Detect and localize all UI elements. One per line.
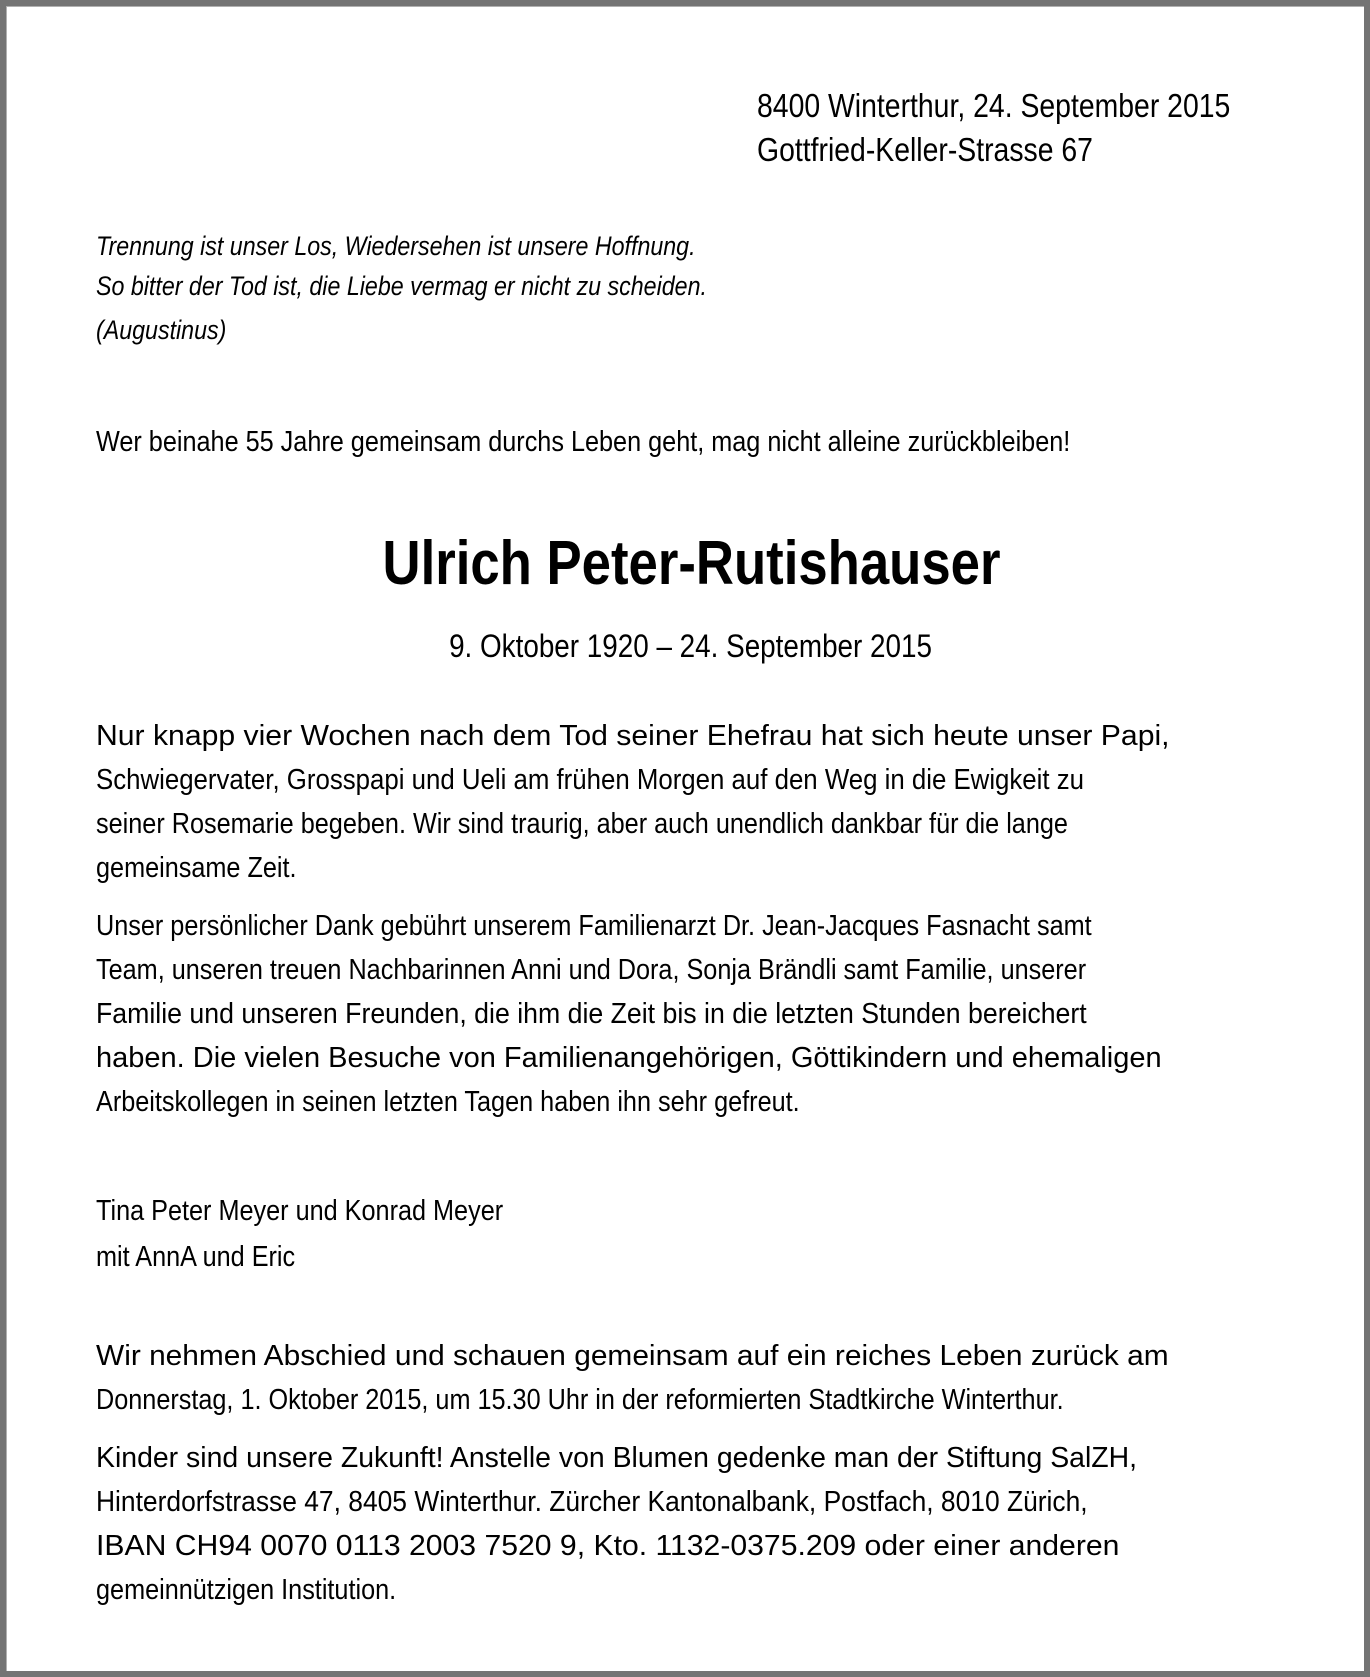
quote-block (96, 226, 1286, 350)
paragraph-line: gemeinsame Zeit. (96, 852, 297, 884)
quote-author: (Augustinus) (96, 315, 227, 345)
intro-line (96, 422, 1286, 462)
paragraph-line: gemeinnützigen Institution. (96, 1574, 397, 1606)
paragraph-line: IBAN CH94 0070 0113 2003 7520 9, Kto. 1132-0375.209 oder einer anderen (96, 1530, 1120, 1562)
quote-line-1: Trennung ist unser Los, Wiedersehen ist unsere Hoffnung. (96, 231, 696, 261)
paragraph-line: Donnerstag, 1. Oktober 2015, um 15.30 Uhr in der reformierten Stadtkirche Winterthur. (96, 1384, 1064, 1416)
paragraph-service (96, 1334, 1286, 1422)
paragraph-line: seiner Rosemarie begeben. Wir sind traurig, aber auch unendlich dankbar für die lange (96, 808, 1068, 840)
paragraph-line: Nur knapp vier Wochen nach dem Tod seiner Ehefrau hat sich heute unser Papi, (96, 720, 1170, 752)
paragraph-line: Kinder sind unsere Zukunft! Anstelle von Blumen gedenke man der Stiftung SalZH, (96, 1442, 1138, 1474)
paragraph-line: Schwiegervater, Grosspapi und Ueli am frühen Morgen auf den Weg in die Ewigkeit zu (96, 764, 1085, 796)
paragraph-line: Familie und unseren Freunden, die ihm die Zeit bis in die letzten Stunden bereichert (96, 998, 1087, 1030)
paragraph-line: Team, unseren treuen Nachbarinnen Anni und Dora, Sonja Brändli samt Familie, unserer (96, 954, 1087, 986)
paragraph-donation (96, 1436, 1286, 1612)
intro-text: Wer beinahe 55 Jahre gemeinsam durchs Leben geht, mag nicht alleine zurückbleiben! (96, 426, 1071, 458)
paragraph-line: haben. Die vielen Besuche von Familienangehörigen, Göttikindern und ehemaligen (96, 1042, 1162, 1074)
paragraph-line: Unser persönlicher Dank gebührt unserem Familienarzt Dr. Jean-Jacques Fasnacht samt (96, 910, 1092, 942)
quote-line-2: So bitter der Tod ist, die Liebe vermag er nicht zu scheiden. (96, 271, 707, 301)
paragraph-announcement (96, 714, 1286, 890)
deceased-name: Ulrich Peter-Rutishauser (382, 529, 1000, 598)
paragraph-line: Hinterdorfstrasse 47, 8405 Winterthur. Zürcher Kantonalbank, Postfach, 8010 Zürich, (96, 1486, 1088, 1518)
life-dates: 9. Oktober 1920 – 24. September 2015 (449, 628, 933, 664)
signer-line-1: Tina Peter Meyer und Konrad Meyer (96, 1195, 504, 1227)
address: Gottfried-Keller-Strasse 67 (757, 131, 1093, 168)
signers-block (96, 1188, 1286, 1280)
place-date: 8400 Winterthur, 24. September 2015 (757, 87, 1231, 124)
paragraph-thanks (96, 904, 1286, 1124)
paragraph-line: Arbeitskollegen in seinen letzten Tagen haben ihn sehr gefreut. (96, 1086, 800, 1118)
signer-line-2: mit AnnA und Eric (96, 1241, 296, 1273)
obituary-page (6, 6, 1364, 1671)
place-date-block (757, 84, 1307, 172)
paragraph-line: Wir nehmen Abschied und schauen gemeinsam auf ein reiches Leben zurück am (96, 1340, 1169, 1372)
